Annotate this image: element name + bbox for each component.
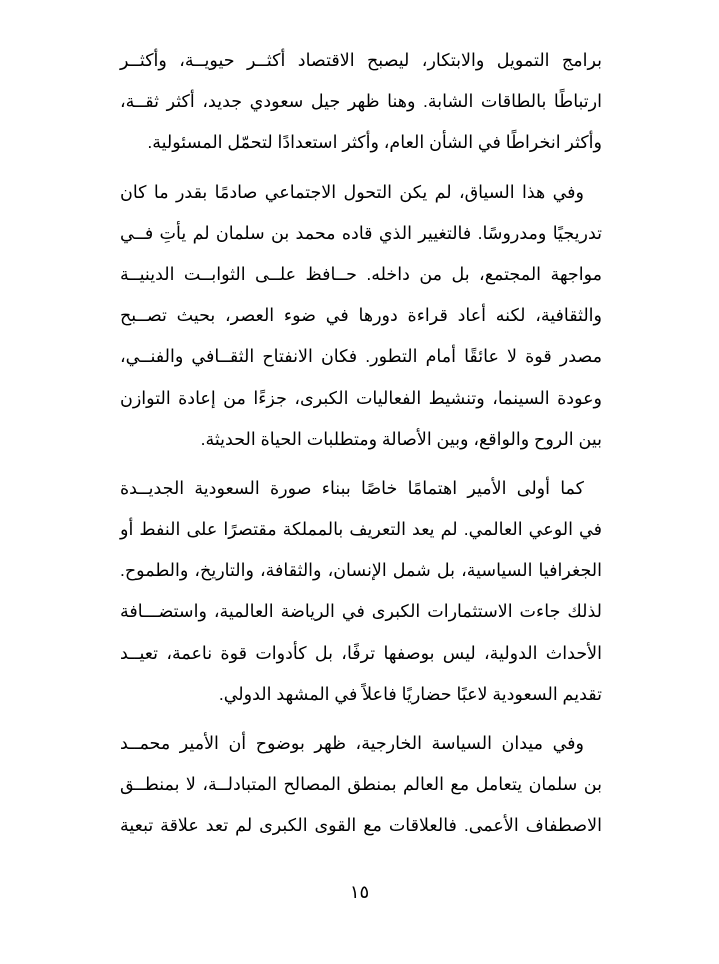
text-line: ارتباطًا بالطاقات الشابة. وهنا ظهر جيل سعودي جديد، أكثر ثقــة، [120, 91, 602, 112]
paragraph-2 [120, 172, 602, 460]
text-line: وفي ميدان السياسة الخارجية، ظهر بوضوح أن الأمير محمــد [120, 733, 584, 753]
text-line: وفي هذا السياق، لم يكن التحول الاجتماعي صادمًا بقدر ما كان [120, 181, 584, 202]
paragraph-4 [120, 723, 602, 847]
text-line: مواجهة المجتمع، بل من داخله. حــافظ علــى الثوابــت الدينيــة [120, 263, 602, 284]
text-line: تقديم السعودية لاعبًا حضاريًا فاعلاً في المشهد الدولي. [218, 683, 602, 704]
text-line: تدريجيًا ومدروسًا. فالتغيير الذي قاده محمد بن سلمان لم يأتِ فــي [120, 222, 602, 243]
text-line: بين الروح والواقع، وبين الأصالة ومتطلبات الحياة الحديثة. [200, 428, 602, 449]
text-line: والثقافية، لكنه أعاد قراءة دورها في ضوء العصر، بحيث تصــبح [120, 305, 602, 326]
text-line: الجغرافيا السياسية، بل شمل الإنسان، والثقافة، والتاريخ، والطموح. [120, 560, 602, 581]
text-line: لذلك جاءت الاستثمارات الكبرى في الرياضة العالمية، واستضـــافة [120, 601, 602, 622]
text-line: الاصطفاف الأعمى. فالعلاقات مع القوى الكبرى لم تعد علاقة تبعية [120, 815, 602, 836]
paragraph-1 [120, 40, 602, 164]
text-line: وأكثر انخراطًا في الشأن العام، وأكثر استعدادًا لتحمّل المسئولية. [147, 132, 602, 153]
text-line: في الوعي العالمي. لم يعد التعريف بالمملكة مقتصرًا على النفط أو [120, 519, 602, 540]
document-page [120, 40, 602, 855]
text-line: الأحداث الدولية، ليس بوصفها ترفًا، بل كأدوات قوة ناعمة، تعيــد [120, 642, 602, 663]
page-number: ١٥ [349, 882, 370, 902]
text-line: كما أولى الأمير اهتمامًا خاصًا ببناء صورة السعودية الجديــدة [120, 477, 584, 498]
text-line: برامج التمويل والابتكار، ليصبح الاقتصاد أكثــر حيويــة، وأكثــر [120, 50, 602, 70]
paragraph-3 [120, 468, 602, 715]
text-line: وعودة السينما، وتنشيط الفعاليات الكبرى، جزءًا من إعادة التوازن [120, 387, 602, 408]
text-line: بن سلمان يتعامل مع العالم بمنطق المصالح المتبادلــة، لا بمنطــق [120, 774, 602, 795]
text-line: مصدر قوة لا عائقًا أمام التطور. فكان الانفتاح الثقــافي والفنــي، [120, 346, 602, 367]
